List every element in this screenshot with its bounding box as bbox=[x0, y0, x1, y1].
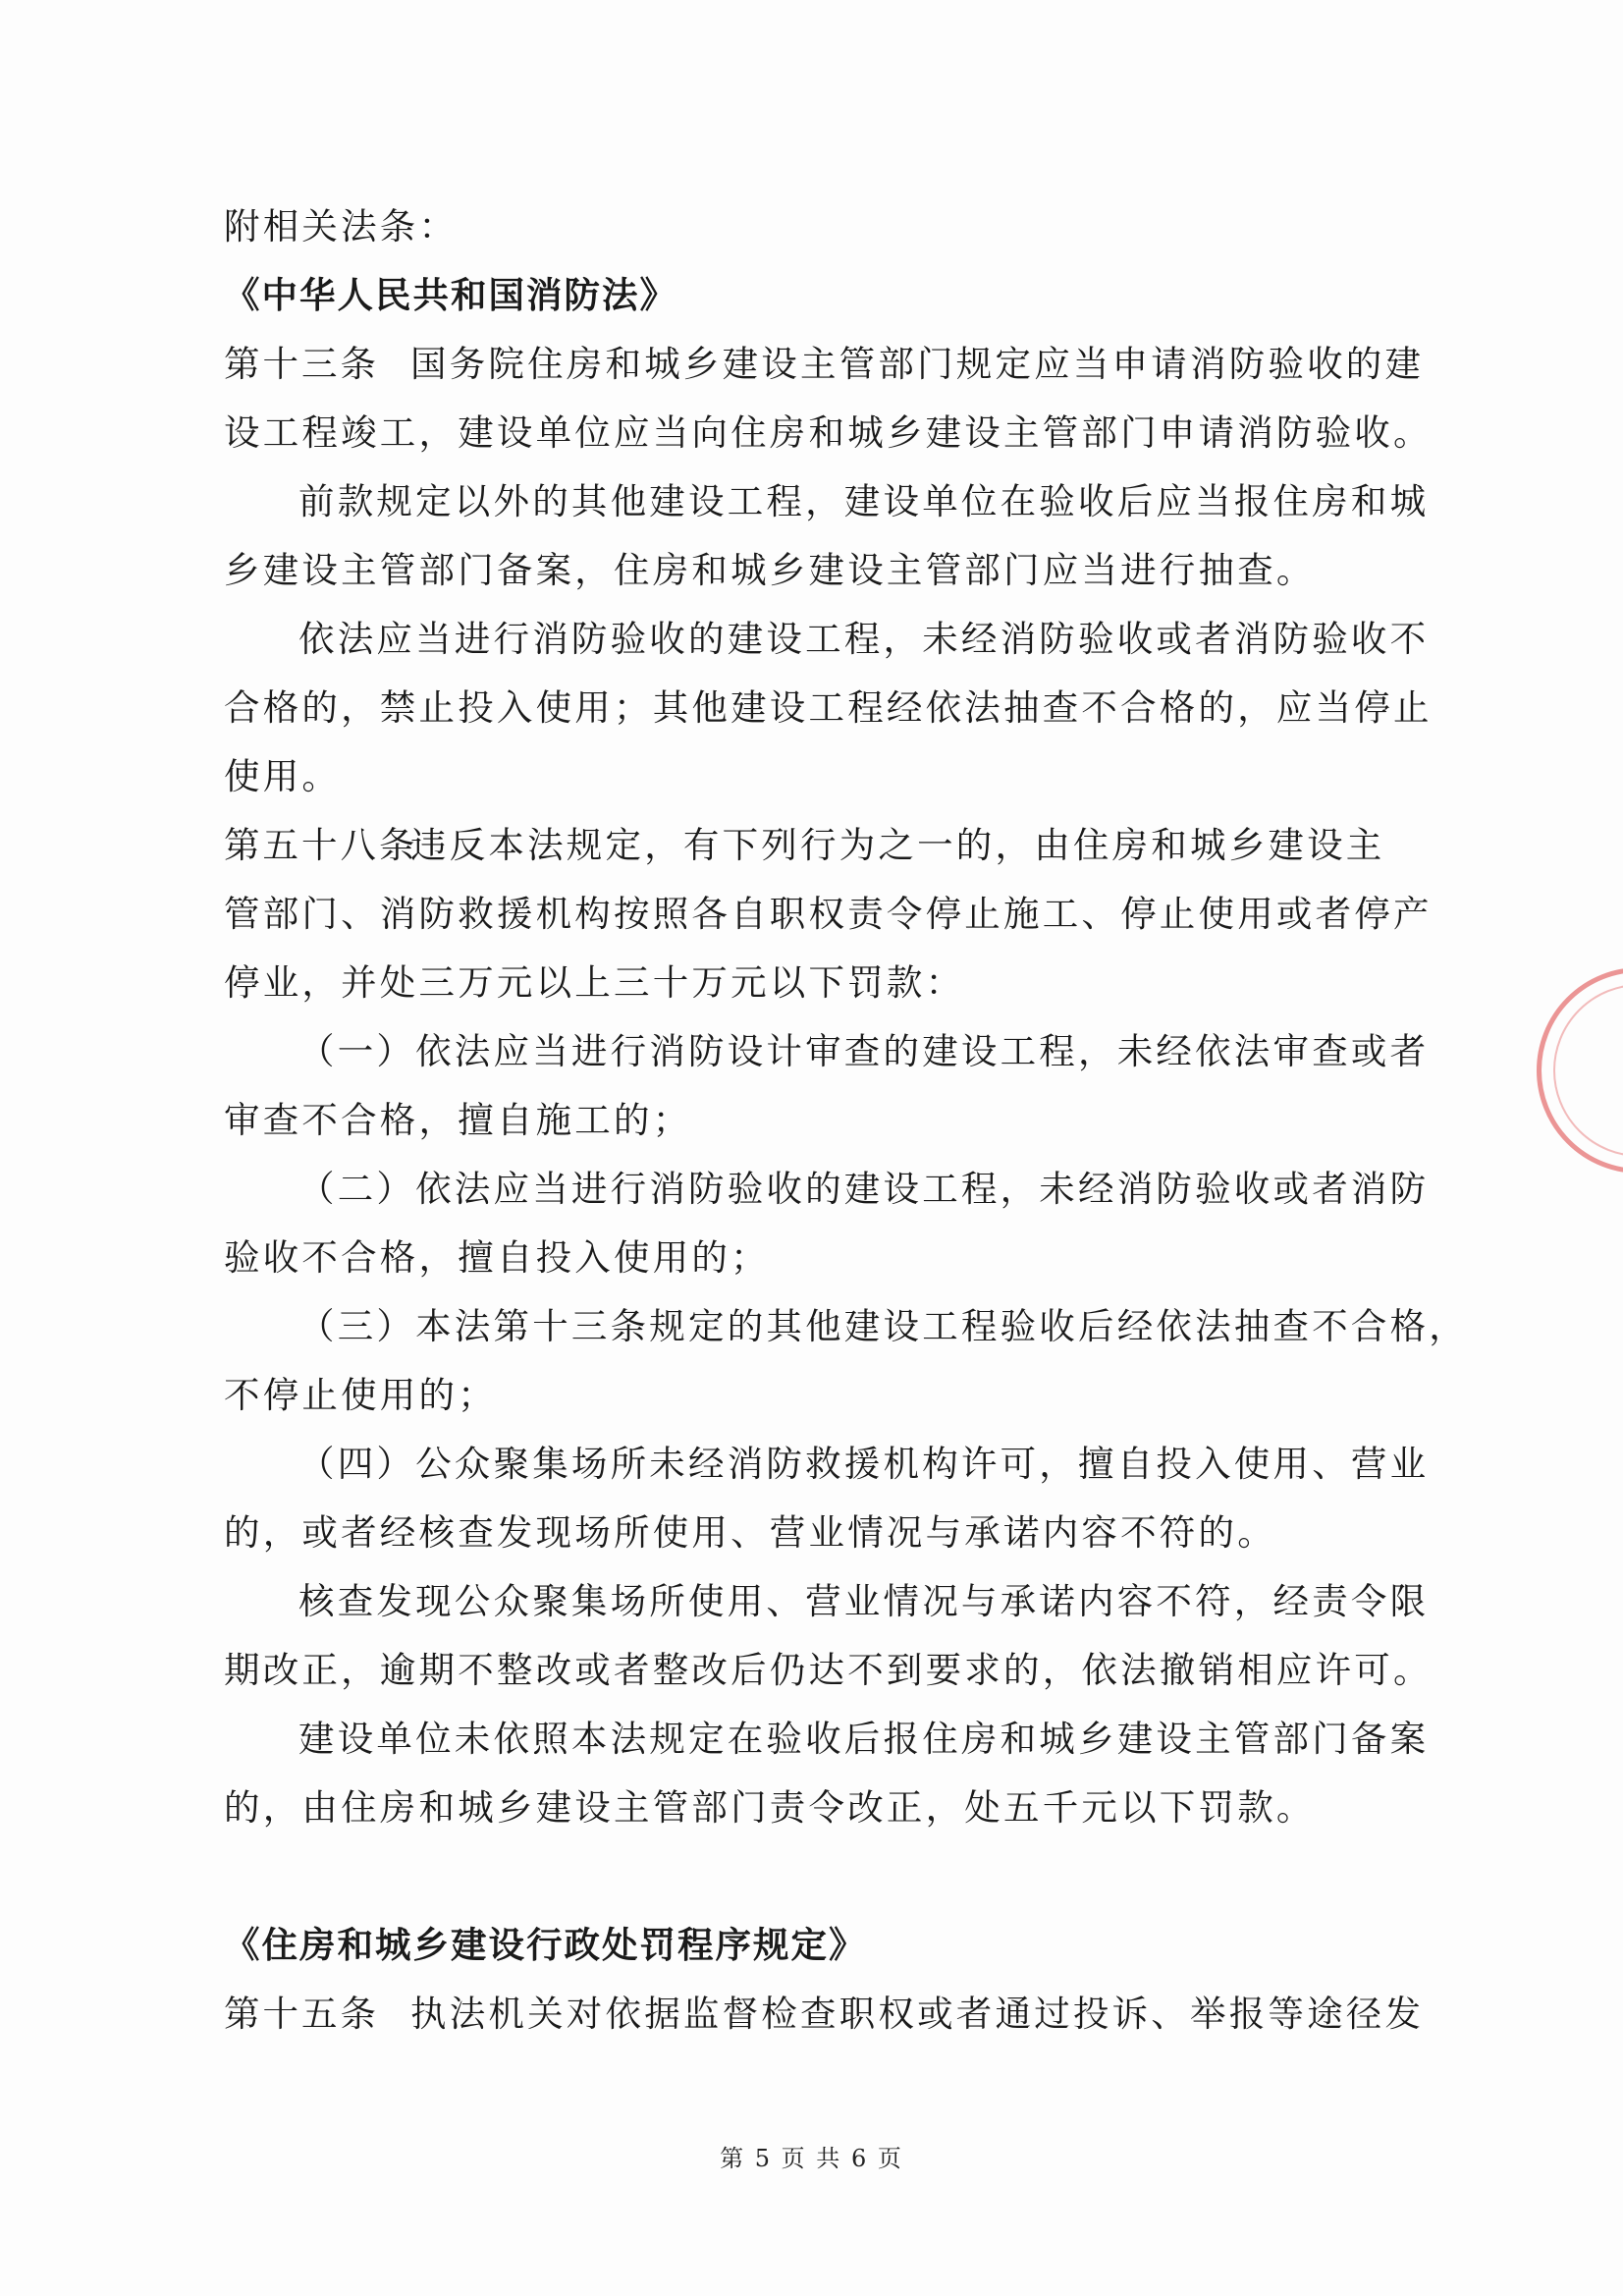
article-58-para-3-line-2: 的，由住房和城乡建设主管部门责令改正，处五千元以下罚款。 bbox=[224, 1786, 1316, 1829]
article-13-number: 第十三条 bbox=[224, 343, 379, 385]
article-13-line-2: 设工程竣工，建设单位应当向住房和城乡建设主管部门申请消防验收。 bbox=[224, 411, 1433, 454]
article-58-line-1 bbox=[224, 811, 1422, 880]
article-58-item-3-line-1: （三）本法第十三条规定的其他建设工程验收后经依法抽查不合格， bbox=[298, 1305, 1468, 1347]
article-13-para-3-line-2: 合格的，禁止投入使用；其他建设工程经依法抽查不合格的，应当停止 bbox=[224, 686, 1433, 729]
intro-line: 附相关法条： bbox=[224, 205, 459, 247]
article-15-text-1: 执法机关对依据监督检查职权或者通过投诉、举报等途径发 bbox=[410, 1993, 1425, 2035]
article-13-para-2-line-1: 前款规定以外的其他建设工程，建设单位在验收后应当报住房和城 bbox=[298, 480, 1430, 522]
article-13-para-3-line-1: 依法应当进行消防验收的建设工程，未经消防验收或者消防验收不 bbox=[298, 618, 1430, 660]
article-58-item-3-line-2: 不停止使用的； bbox=[224, 1374, 497, 1416]
article-58-number: 第五十八条 bbox=[224, 824, 418, 866]
article-58-item-2-line-1: （二）依法应当进行消防验收的建设工程，未经消防验收或者消防 bbox=[298, 1168, 1430, 1210]
article-13-line-1 bbox=[224, 330, 1425, 399]
law-title-admin-penalty-procedure: 《住房和城乡建设行政处罚程序规定》 bbox=[224, 1924, 867, 1966]
article-58-text-1: 违反本法规定，有下列行为之一的，由住房和城乡建设主 bbox=[410, 824, 1385, 866]
article-58-para-3-line-1: 建设单位未依照本法规定在验收后报住房和城乡建设主管部门备案 bbox=[298, 1718, 1430, 1760]
article-58-para-2-line-2: 期改正，逾期不整改或者整改后仍达不到要求的，依法撤销相应许可。 bbox=[224, 1649, 1433, 1691]
article-13-text-1: 国务院住房和城乡建设主管部门规定应当申请消防验收的建 bbox=[410, 343, 1425, 385]
section-gap bbox=[224, 1842, 1422, 1911]
article-58-line-2: 管部门、消防救援机构按照各自职权责令停止施工、停止使用或者停产 bbox=[224, 893, 1433, 935]
official-seal-stamp bbox=[1537, 967, 1623, 1174]
article-58-item-4-line-1: （四）公众聚集场所未经消防救援机构许可，擅自投入使用、营业 bbox=[298, 1443, 1430, 1485]
article-15-number: 第十五条 bbox=[224, 1993, 379, 2035]
law-title-fire-protection: 《中华人民共和国消防法》 bbox=[224, 274, 677, 316]
article-58-item-1-line-1: （一）依法应当进行消防设计审查的建设工程，未经依法审查或者 bbox=[298, 1030, 1430, 1072]
article-58-line-3: 停业，并处三万元以上三十万元以下罚款： bbox=[224, 961, 965, 1004]
article-58-item-1-line-2: 审查不合格，擅自施工的； bbox=[224, 1099, 692, 1141]
article-58-item-4-line-2: 的，或者经核查发现场所使用、营业情况与承诺内容不符的。 bbox=[224, 1511, 1276, 1554]
article-13-para-2-line-2: 乡建设主管部门备案，住房和城乡建设主管部门应当进行抽查。 bbox=[224, 549, 1316, 591]
article-15-line-1 bbox=[224, 1980, 1425, 2049]
article-58-para-2-line-1: 核查发现公众聚集场所使用、营业情况与承诺内容不符，经责令限 bbox=[298, 1580, 1430, 1622]
article-13-para-3-line-3: 使用。 bbox=[224, 755, 342, 797]
seal-inner-ring bbox=[1553, 984, 1623, 1157]
document-body bbox=[224, 192, 1468, 2049]
article-58-item-2-line-2: 验收不合格，擅自投入使用的； bbox=[224, 1236, 770, 1279]
page-footer: 第 5 页 共 6 页 bbox=[720, 2145, 903, 2172]
